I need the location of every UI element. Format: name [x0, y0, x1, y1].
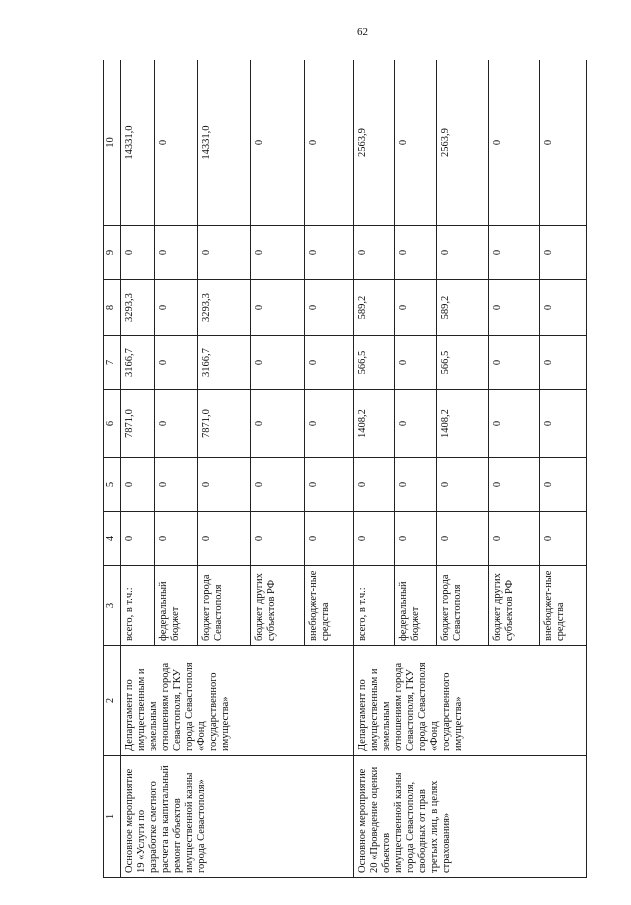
value-cell: 0 — [155, 60, 198, 226]
rotated-table-frame — [103, 60, 587, 878]
value-cell: 0 — [155, 336, 198, 390]
rotated-table-content — [103, 60, 587, 878]
header-cell: 8 — [104, 280, 121, 336]
value-cell: 3293,3 — [197, 280, 250, 336]
header-cell: 5 — [104, 458, 121, 512]
value-cell: 0 — [488, 60, 539, 226]
value-cell: 0 — [155, 458, 198, 512]
event-cell: Основное мероприятие 19 «Услуги по разработке сметного расчета на капитальный ремонт объектов имущественной казны города Севастополя» — [121, 756, 354, 878]
value-cell: 0 — [251, 226, 304, 280]
value-cell: 0 — [353, 512, 394, 566]
value-cell: 3166,7 — [197, 336, 250, 390]
value-cell: 589,2 — [353, 280, 394, 336]
value-cell: 0 — [155, 280, 198, 336]
value-cell: 0 — [304, 60, 353, 226]
value-cell: 0 — [121, 226, 155, 280]
value-cell: 1408,2 — [437, 390, 488, 458]
header-cell: 10 — [104, 60, 121, 226]
value-cell: 0 — [251, 390, 304, 458]
header-row — [104, 60, 121, 878]
value-cell: 0 — [539, 226, 586, 280]
value-cell: 0 — [539, 458, 586, 512]
value-cell: 0 — [304, 390, 353, 458]
value-cell: 0 — [251, 336, 304, 390]
header-cell: 6 — [104, 390, 121, 458]
executor-cell: Департамент по имущественным и земельным отношениям города Севастополя, ГКУ города Севастополя «Фонд государственного имущества» — [121, 646, 354, 756]
value-cell: 0 — [437, 458, 488, 512]
source-cell: федеральный бюджет — [155, 566, 198, 646]
header-cell: 3 — [104, 566, 121, 646]
value-cell: 0 — [197, 458, 250, 512]
value-cell: 0 — [251, 60, 304, 226]
source-cell: бюджет города Севастополя — [197, 566, 250, 646]
value-cell: 7871,0 — [121, 390, 155, 458]
source-cell: бюджет города Севастополя — [437, 566, 488, 646]
value-cell: 0 — [488, 512, 539, 566]
value-cell: 1408,2 — [353, 390, 394, 458]
value-cell: 0 — [488, 336, 539, 390]
value-cell: 0 — [394, 458, 437, 512]
value-cell: 0 — [437, 512, 488, 566]
value-cell: 0 — [488, 280, 539, 336]
value-cell: 14331,0 — [197, 60, 250, 226]
value-cell: 0 — [304, 226, 353, 280]
value-cell: 0 — [353, 226, 394, 280]
value-cell: 0 — [394, 280, 437, 336]
value-cell: 0 — [394, 336, 437, 390]
header-cell: 2 — [104, 646, 121, 756]
value-cell: 0 — [394, 512, 437, 566]
value-cell: 0 — [539, 390, 586, 458]
source-cell: всего, в т.ч.: — [121, 566, 155, 646]
value-cell: 0 — [488, 390, 539, 458]
page-number: 62 — [357, 26, 368, 38]
value-cell: 589,2 — [437, 280, 488, 336]
funding-table — [103, 60, 587, 878]
header-cell: 4 — [104, 512, 121, 566]
header-cell: 1 — [104, 756, 121, 878]
value-cell: 0 — [304, 336, 353, 390]
value-cell: 2563,9 — [353, 60, 394, 226]
value-cell: 0 — [304, 280, 353, 336]
source-cell: бюджет других субъектов РФ — [488, 566, 539, 646]
value-cell: 0 — [197, 226, 250, 280]
value-cell: 0 — [251, 458, 304, 512]
source-cell: внебюджет-ные средства — [539, 566, 586, 646]
value-cell: 0 — [155, 390, 198, 458]
value-cell: 0 — [155, 226, 198, 280]
value-cell: 2563,9 — [437, 60, 488, 226]
source-cell: бюджет других субъектов РФ — [251, 566, 304, 646]
event-cell: Основное мероприятие 20 «Проведение оценки объектов имущественной казны города Севастополя, свободных от прав третьих лиц, в целях страхования» — [353, 756, 586, 878]
value-cell: 14331,0 — [121, 60, 155, 226]
value-cell: 0 — [394, 390, 437, 458]
value-cell: 0 — [394, 60, 437, 226]
source-cell: всего, в т.ч.: — [353, 566, 394, 646]
table-row — [353, 60, 394, 878]
value-cell: 0 — [304, 512, 353, 566]
value-cell: 7871,0 — [197, 390, 250, 458]
value-cell: 0 — [304, 458, 353, 512]
value-cell: 0 — [539, 512, 586, 566]
value-cell: 0 — [121, 458, 155, 512]
source-cell: внебюджет-ные средства — [304, 566, 353, 646]
value-cell: 0 — [539, 336, 586, 390]
value-cell: 0 — [121, 512, 155, 566]
source-cell: федеральный бюджет — [394, 566, 437, 646]
value-cell: 3166,7 — [121, 336, 155, 390]
value-cell: 0 — [251, 280, 304, 336]
value-cell: 0 — [197, 512, 250, 566]
value-cell: 0 — [353, 458, 394, 512]
header-cell: 7 — [104, 336, 121, 390]
value-cell: 0 — [539, 60, 586, 226]
value-cell: 566,5 — [353, 336, 394, 390]
value-cell: 0 — [437, 226, 488, 280]
value-cell: 566,5 — [437, 336, 488, 390]
value-cell: 0 — [394, 226, 437, 280]
value-cell: 0 — [488, 458, 539, 512]
value-cell: 0 — [251, 512, 304, 566]
executor-cell: Департамент по имущественным и земельным отношениям города Севастополя, ГКУ города Севастополя «Фонд государственного имущества» — [353, 646, 586, 756]
table-row — [121, 60, 155, 878]
value-cell: 0 — [539, 280, 586, 336]
value-cell: 3293,3 — [121, 280, 155, 336]
value-cell: 0 — [155, 512, 198, 566]
value-cell: 0 — [488, 226, 539, 280]
header-cell: 9 — [104, 226, 121, 280]
